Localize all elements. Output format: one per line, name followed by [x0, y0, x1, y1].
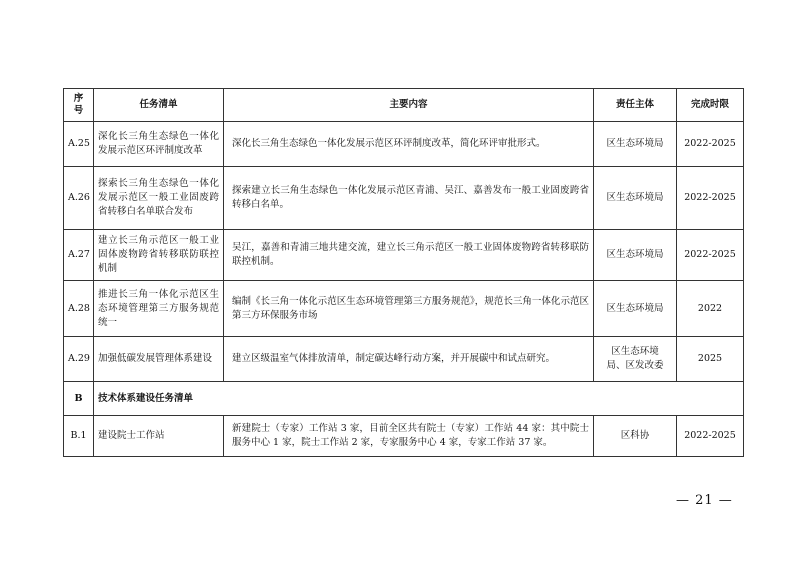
row-owner: 区生态环境局	[594, 230, 677, 281]
row-no: A.29	[64, 337, 94, 382]
row-no: B.1	[64, 416, 94, 457]
header-deadline: 完成时限	[677, 89, 744, 122]
row-content: 探索建立长三角生态绿色一体化发展示范区青浦、吴江、嘉善发布一般工业固废跨省转移白名单。	[224, 167, 594, 230]
section-row	[64, 382, 744, 416]
row-owner: 区生态环境局、区发改委	[594, 337, 677, 382]
row-owner: 区科协	[594, 416, 677, 457]
page-number: — 21 —	[676, 493, 733, 508]
header-owner: 责任主体	[594, 89, 677, 122]
row-task: 建立长三角示范区一般工业固体废物跨省转移联防联控机制	[94, 230, 224, 281]
task-table	[63, 88, 744, 457]
row-content: 新建院士（专家）工作站 3 家，目前全区共有院士（专家）工作站 44 家：其中院士服务中心 1 家，院士工作站 2 家，专家服务中心 4 家，专家工作站 37 家。	[224, 416, 594, 457]
row-content: 深化长三角生态绿色一体化发展示范区环评制度改革，简化环评审批形式。	[224, 122, 594, 167]
table-row	[64, 337, 744, 382]
row-deadline: 2025	[677, 337, 744, 382]
header-task: 任务清单	[94, 89, 224, 122]
row-task: 深化长三角生态绿色一体化发展示范区环评制度改革	[94, 122, 224, 167]
row-no: A.28	[64, 281, 94, 337]
row-deadline: 2022	[677, 281, 744, 337]
row-task: 加强低碳发展管理体系建设	[94, 337, 224, 382]
header-row	[64, 89, 744, 122]
row-deadline: 2022-2025	[677, 416, 744, 457]
table-row	[64, 122, 744, 167]
row-no: A.26	[64, 167, 94, 230]
row-owner: 区生态环境局	[594, 167, 677, 230]
row-deadline: 2022-2025	[677, 230, 744, 281]
row-no: A.27	[64, 230, 94, 281]
header-no: 序号	[64, 89, 94, 122]
row-owner: 区生态环境局	[594, 281, 677, 337]
table-row	[64, 167, 744, 230]
row-deadline: 2022-2025	[677, 122, 744, 167]
row-deadline: 2022-2025	[677, 167, 744, 230]
row-content: 建立区级温室气体排放清单，制定碳达峰行动方案，并开展碳中和试点研究。	[224, 337, 594, 382]
row-no: A.25	[64, 122, 94, 167]
table-row	[64, 416, 744, 457]
row-owner: 区生态环境局	[594, 122, 677, 167]
section-title: 技术体系建设任务清单	[94, 382, 744, 416]
header-content: 主要内容	[224, 89, 594, 122]
row-content: 吴江，嘉善和青浦三地共建交流，建立长三角示范区一般工业固体废物跨省转移联防联控机制。	[224, 230, 594, 281]
section-no: B	[64, 382, 94, 416]
table-row	[64, 230, 744, 281]
row-content: 编制《长三角一体化示范区生态环境管理第三方服务规范》，规范长三角一体化示范区第三方环保服务市场	[224, 281, 594, 337]
row-task: 推进长三角一体化示范区生态环境管理第三方服务规范统一	[94, 281, 224, 337]
row-task: 探索长三角生态绿色一体化发展示范区一般工业固废跨省转移白名单联合发布	[94, 167, 224, 230]
row-task: 建设院士工作站	[94, 416, 224, 457]
table-row	[64, 281, 744, 337]
